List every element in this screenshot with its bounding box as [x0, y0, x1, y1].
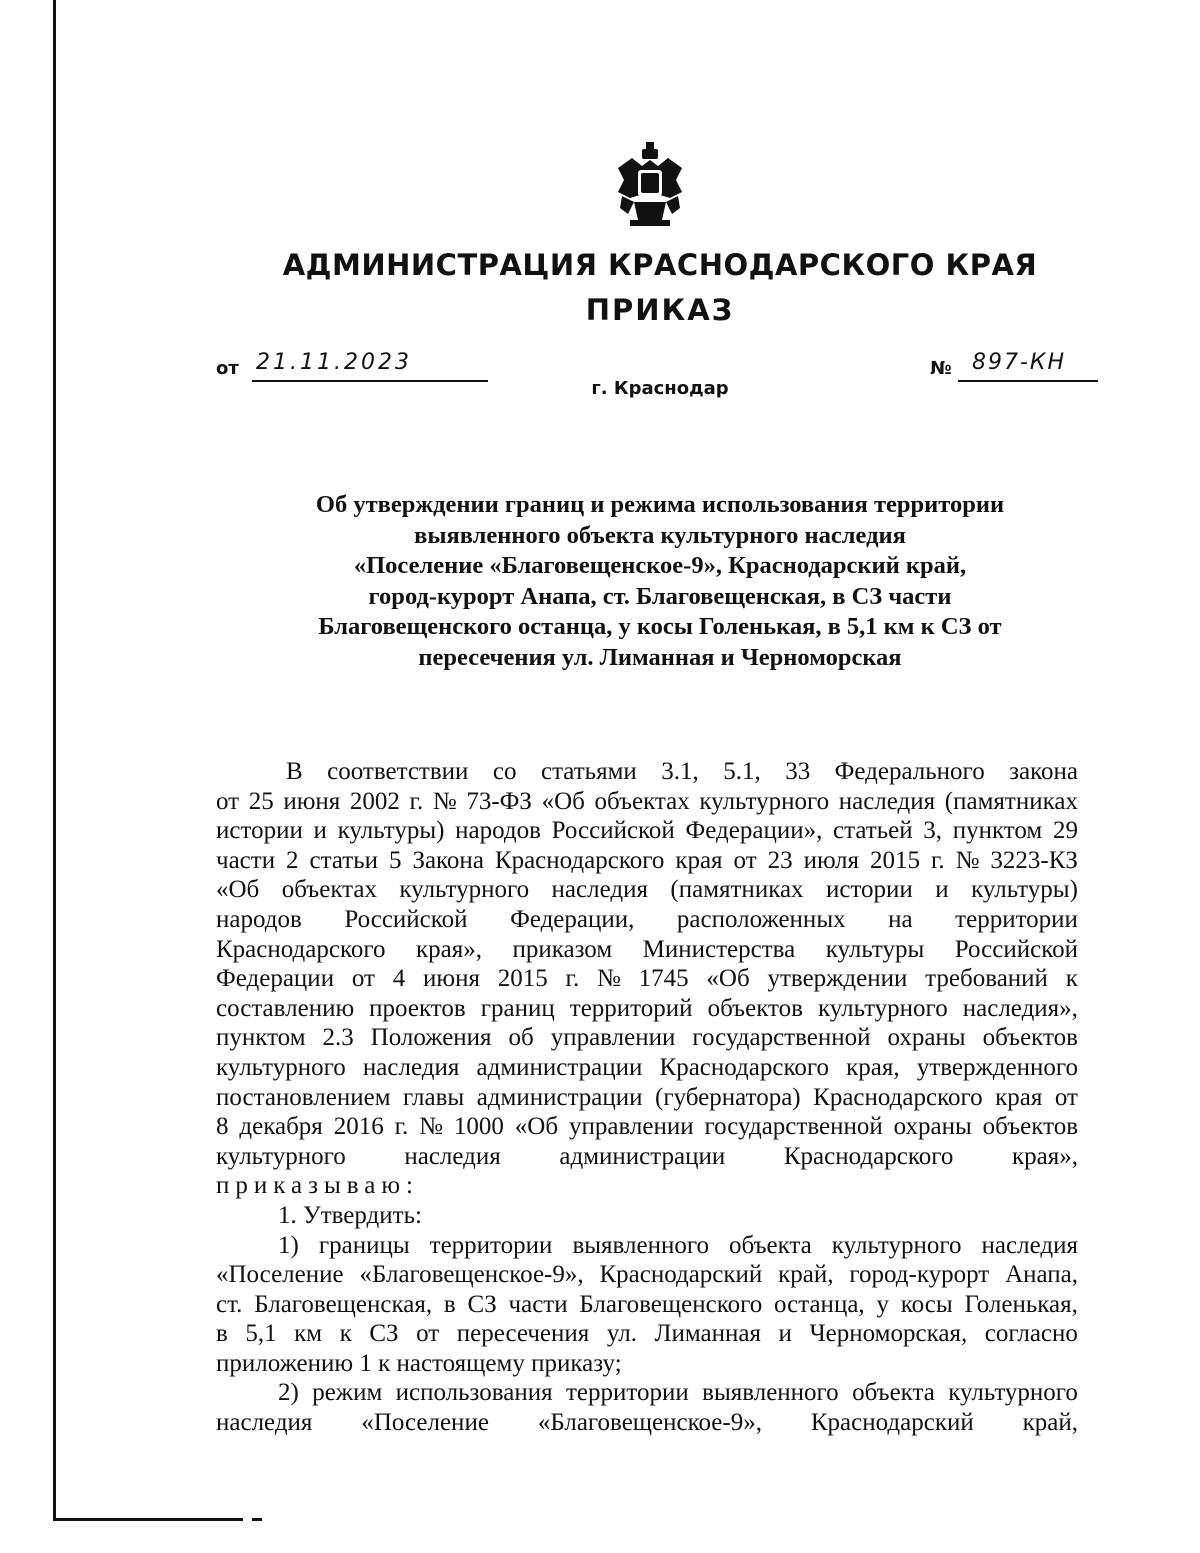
- word: края»,: [415, 935, 482, 963]
- word: Краснодарского: [813, 1083, 983, 1111]
- word: культурного: [399, 876, 530, 904]
- word: №: [955, 846, 980, 874]
- word: 2: [286, 846, 299, 874]
- scan-bottom-dash: [252, 1518, 262, 1521]
- word: Закона: [412, 846, 484, 874]
- word: (памятниках: [670, 876, 804, 904]
- word: края: [995, 1083, 1043, 1111]
- word: от: [351, 965, 375, 993]
- title-line: пересечения ул. Лиманная и Черноморская: [418, 643, 902, 671]
- word: ст.: [216, 1290, 243, 1318]
- word: г.: [565, 965, 580, 993]
- word: «Об: [706, 965, 750, 993]
- date-prefix: от: [216, 358, 239, 379]
- word: (губернатора): [655, 1083, 801, 1111]
- word: 2): [278, 1379, 299, 1407]
- word: 4: [392, 965, 406, 993]
- body-line: [216, 1201, 1078, 1231]
- body-line: [216, 1053, 1078, 1083]
- word: июля: [803, 846, 859, 874]
- word: Краснодарского: [659, 1053, 829, 1081]
- word: культуры): [337, 817, 445, 845]
- word: пересечения: [456, 1320, 590, 1348]
- word: наследия: [551, 876, 648, 904]
- word: расположенных: [676, 905, 846, 933]
- word: 8: [216, 1113, 229, 1141]
- word: закона: [1009, 758, 1078, 785]
- word: Краснодарский: [599, 1261, 763, 1289]
- word: СЗ: [467, 1290, 497, 1318]
- word: администрации: [559, 1142, 726, 1170]
- word: км: [294, 1320, 323, 1348]
- word: народов: [216, 905, 302, 933]
- word: территории: [566, 1379, 689, 1407]
- word: останца,: [774, 1290, 865, 1318]
- word: Федерации»,: [685, 817, 823, 845]
- word: государственной: [692, 1024, 871, 1052]
- word: 2002: [349, 787, 400, 815]
- word: культуры: [825, 935, 925, 963]
- word: от: [1054, 1083, 1078, 1111]
- body-line: [216, 816, 1078, 846]
- date-value: 21.11.2023: [256, 350, 412, 375]
- body-line: [216, 875, 1078, 905]
- word: Положения: [370, 1024, 492, 1052]
- word: 5.1,: [723, 758, 761, 785]
- word: требований: [925, 965, 1048, 993]
- order-word: приказываю:: [216, 1172, 419, 1200]
- word: территории: [955, 905, 1078, 933]
- word: 25: [248, 787, 274, 815]
- word: статьей: [833, 817, 913, 845]
- word: 1): [278, 1231, 299, 1259]
- word: пунктом: [216, 1024, 306, 1052]
- word: культурного: [699, 787, 830, 815]
- word: наследия: [216, 1409, 313, 1437]
- body-line: [216, 1408, 1078, 1438]
- word: народов: [455, 817, 541, 845]
- word: охраны: [887, 1024, 966, 1052]
- word: и: [778, 1320, 792, 1348]
- word: от: [733, 846, 757, 874]
- word: использования: [395, 1379, 553, 1407]
- word: «Благовещенское-9»,: [359, 1261, 584, 1289]
- body-line: [216, 905, 1078, 935]
- word: Краснодарского: [494, 846, 665, 874]
- word: объектов: [707, 994, 803, 1022]
- body-line: [216, 1349, 1078, 1379]
- document-body: [216, 757, 1078, 1438]
- word: части: [508, 1290, 568, 1318]
- word: «Поселение: [216, 1261, 344, 1289]
- word: утверждении: [767, 965, 908, 993]
- body-line: [216, 1231, 1078, 1261]
- word: границы: [318, 1231, 410, 1259]
- word: №: [432, 787, 457, 815]
- word: к: [1065, 965, 1078, 993]
- word: администрации: [476, 1053, 643, 1081]
- word: июня: [423, 965, 480, 993]
- word: культурного: [948, 1379, 1078, 1407]
- word: Благовещенская,: [254, 1290, 433, 1318]
- word: культурного: [216, 1142, 346, 1170]
- word: наследия»,: [962, 994, 1078, 1022]
- body-line: [216, 1171, 1078, 1201]
- word: об: [508, 1024, 534, 1052]
- word: культурного: [216, 1053, 346, 1081]
- word: наследия: [981, 1231, 1078, 1259]
- word: край,: [778, 1261, 834, 1289]
- word: соответствии: [327, 758, 469, 785]
- word: 2.3: [322, 1024, 354, 1052]
- word: пунктом: [952, 817, 1043, 845]
- word: «Поселение: [361, 1409, 489, 1437]
- word: В: [286, 758, 303, 785]
- word: охраны: [893, 1113, 972, 1141]
- word: объектов: [982, 1113, 1078, 1141]
- word: истории: [825, 876, 913, 904]
- word: Федерации: [216, 965, 335, 993]
- word: и: [313, 817, 327, 845]
- word: Федерации,: [510, 905, 635, 933]
- body-line: [216, 1023, 1078, 1053]
- title-line: Об утверждении границ и режима использования территории: [315, 491, 1005, 518]
- word: «Об: [216, 876, 260, 904]
- body-line: [216, 1378, 1078, 1408]
- word: 1000: [453, 1113, 504, 1141]
- word: выявленного: [572, 1231, 709, 1259]
- number-prefix: №: [930, 358, 952, 379]
- word: Российской: [551, 817, 675, 845]
- word: приказом: [512, 935, 613, 963]
- word: согласно: [984, 1320, 1078, 1348]
- word: «Благовещенское-9»,: [537, 1409, 762, 1437]
- scan-bottom-line: [53, 1518, 243, 1521]
- body-line: [216, 935, 1078, 965]
- word: СЗ: [369, 1320, 399, 1348]
- body-line: [216, 1112, 1078, 1142]
- word: (памятниках: [944, 787, 1078, 815]
- word: 29: [1052, 817, 1078, 845]
- word: 3,: [923, 817, 943, 845]
- word: г.: [394, 1113, 409, 1141]
- word: г.: [930, 846, 945, 874]
- word: со: [492, 758, 517, 785]
- title-line: Благовещенского останца, у косы Голенькая, в 5,1 км к СЗ от: [318, 613, 1002, 640]
- word: наследия: [404, 1142, 501, 1170]
- word: края: [675, 846, 723, 874]
- word: культурного: [831, 1231, 962, 1259]
- word: июня: [283, 787, 341, 815]
- word: территорий: [569, 994, 693, 1022]
- word: №: [419, 1113, 444, 1141]
- word: границ: [480, 994, 555, 1022]
- word: №: [597, 965, 621, 993]
- word: объектах: [281, 876, 377, 904]
- word: территории: [429, 1231, 553, 1259]
- scan-edge-line: [53, 0, 56, 1520]
- word: от: [216, 787, 240, 815]
- word: 1745: [638, 965, 689, 993]
- word: администрации: [476, 1083, 643, 1111]
- word: на: [888, 905, 913, 933]
- word: края»,: [1011, 1142, 1078, 1170]
- organization-name: АДМИНИСТРАЦИЯ КРАСНОДАРСКОГО КРАЯ: [282, 248, 1038, 282]
- word: 2015: [497, 965, 548, 993]
- word: косы: [900, 1290, 953, 1318]
- city-name: г. Краснодар: [591, 378, 729, 399]
- word: декабря: [239, 1113, 323, 1141]
- body-line-text: приложению 1 к настоящему приказу;: [216, 1349, 622, 1377]
- word: статьи: [309, 846, 378, 874]
- word: 5: [388, 846, 402, 874]
- word: наследия: [838, 787, 936, 815]
- word: в: [443, 1290, 456, 1318]
- body-line: [216, 964, 1078, 994]
- word: и: [935, 876, 949, 904]
- word: постановлением: [216, 1083, 391, 1111]
- title-line: «Поселение «Благовещенское-9», Краснодарский край,: [353, 552, 967, 579]
- document-type: ПРИКАЗ: [585, 293, 735, 327]
- word: Благовещенского: [579, 1290, 763, 1318]
- document-title: [240, 490, 1080, 673]
- word: 3.1,: [661, 758, 699, 785]
- body-line: [216, 1083, 1078, 1113]
- body-line: [216, 994, 1078, 1024]
- body-line: [216, 787, 1078, 817]
- word: истории: [216, 817, 303, 845]
- word: в: [216, 1320, 228, 1348]
- word: у: [876, 1290, 889, 1318]
- word: г.: [409, 787, 424, 815]
- word: объекта: [729, 1231, 812, 1259]
- word: главы: [403, 1083, 465, 1111]
- word: объектов: [982, 1024, 1078, 1052]
- word: город-курорт: [849, 1261, 990, 1289]
- word: к: [339, 1320, 352, 1348]
- word: 33: [785, 758, 811, 785]
- word: Российской: [954, 935, 1078, 963]
- word: Краснодарский: [810, 1409, 974, 1437]
- word: «Об: [514, 1113, 559, 1141]
- word: 2015: [869, 846, 920, 874]
- word: «Об: [541, 787, 585, 815]
- word: режим: [312, 1379, 383, 1407]
- word: Лиманная: [654, 1320, 761, 1348]
- word: государственной: [704, 1113, 883, 1141]
- word: управлении: [568, 1113, 694, 1141]
- word: объектах: [594, 787, 690, 815]
- word: статьями: [540, 758, 637, 785]
- word: выявленного: [702, 1379, 839, 1407]
- word: культуры): [971, 876, 1078, 904]
- title-line: город-курорт Анапа, ст. Благовещенская, в СЗ части: [368, 582, 952, 610]
- word: составлению: [216, 994, 355, 1022]
- word: Министерства: [642, 935, 796, 963]
- word: Голенькая,: [964, 1290, 1078, 1318]
- word: края,: [846, 1053, 900, 1081]
- word: ул.: [606, 1320, 637, 1348]
- coat-of-arms-emblem: [612, 140, 688, 228]
- word: Черноморская,: [809, 1320, 968, 1348]
- word: Краснодарского: [783, 1142, 954, 1170]
- body-line: [216, 1319, 1078, 1349]
- word: 3223-КЗ: [990, 846, 1078, 874]
- word: 23: [767, 846, 793, 874]
- body-line: [216, 846, 1078, 876]
- word: от: [416, 1320, 440, 1348]
- body-line-text: 1. Утвердить:: [278, 1201, 422, 1229]
- number-value: 897-КН: [972, 350, 1067, 375]
- word: Анапа,: [1005, 1261, 1078, 1289]
- word: объекта: [852, 1379, 935, 1407]
- word: культурного: [817, 994, 948, 1022]
- body-line: [216, 1260, 1078, 1290]
- word: части: [216, 846, 276, 874]
- word: проектов: [369, 994, 466, 1022]
- word: утвержденного: [916, 1053, 1078, 1081]
- word: 2016: [333, 1113, 384, 1141]
- body-line: [216, 1290, 1078, 1320]
- word: 73-ФЗ: [466, 787, 532, 815]
- word: Федерального: [834, 758, 985, 785]
- word: наследия: [362, 1053, 460, 1081]
- title-line: выявленного объекта культурного наследия: [414, 521, 906, 549]
- body-line: [216, 757, 1078, 787]
- word: край,: [1022, 1409, 1078, 1437]
- word: Российской: [344, 905, 468, 933]
- word: 5,1: [245, 1320, 277, 1348]
- body-line: [216, 1142, 1078, 1172]
- word: Краснодарского: [216, 935, 386, 963]
- word: управлении: [550, 1024, 676, 1052]
